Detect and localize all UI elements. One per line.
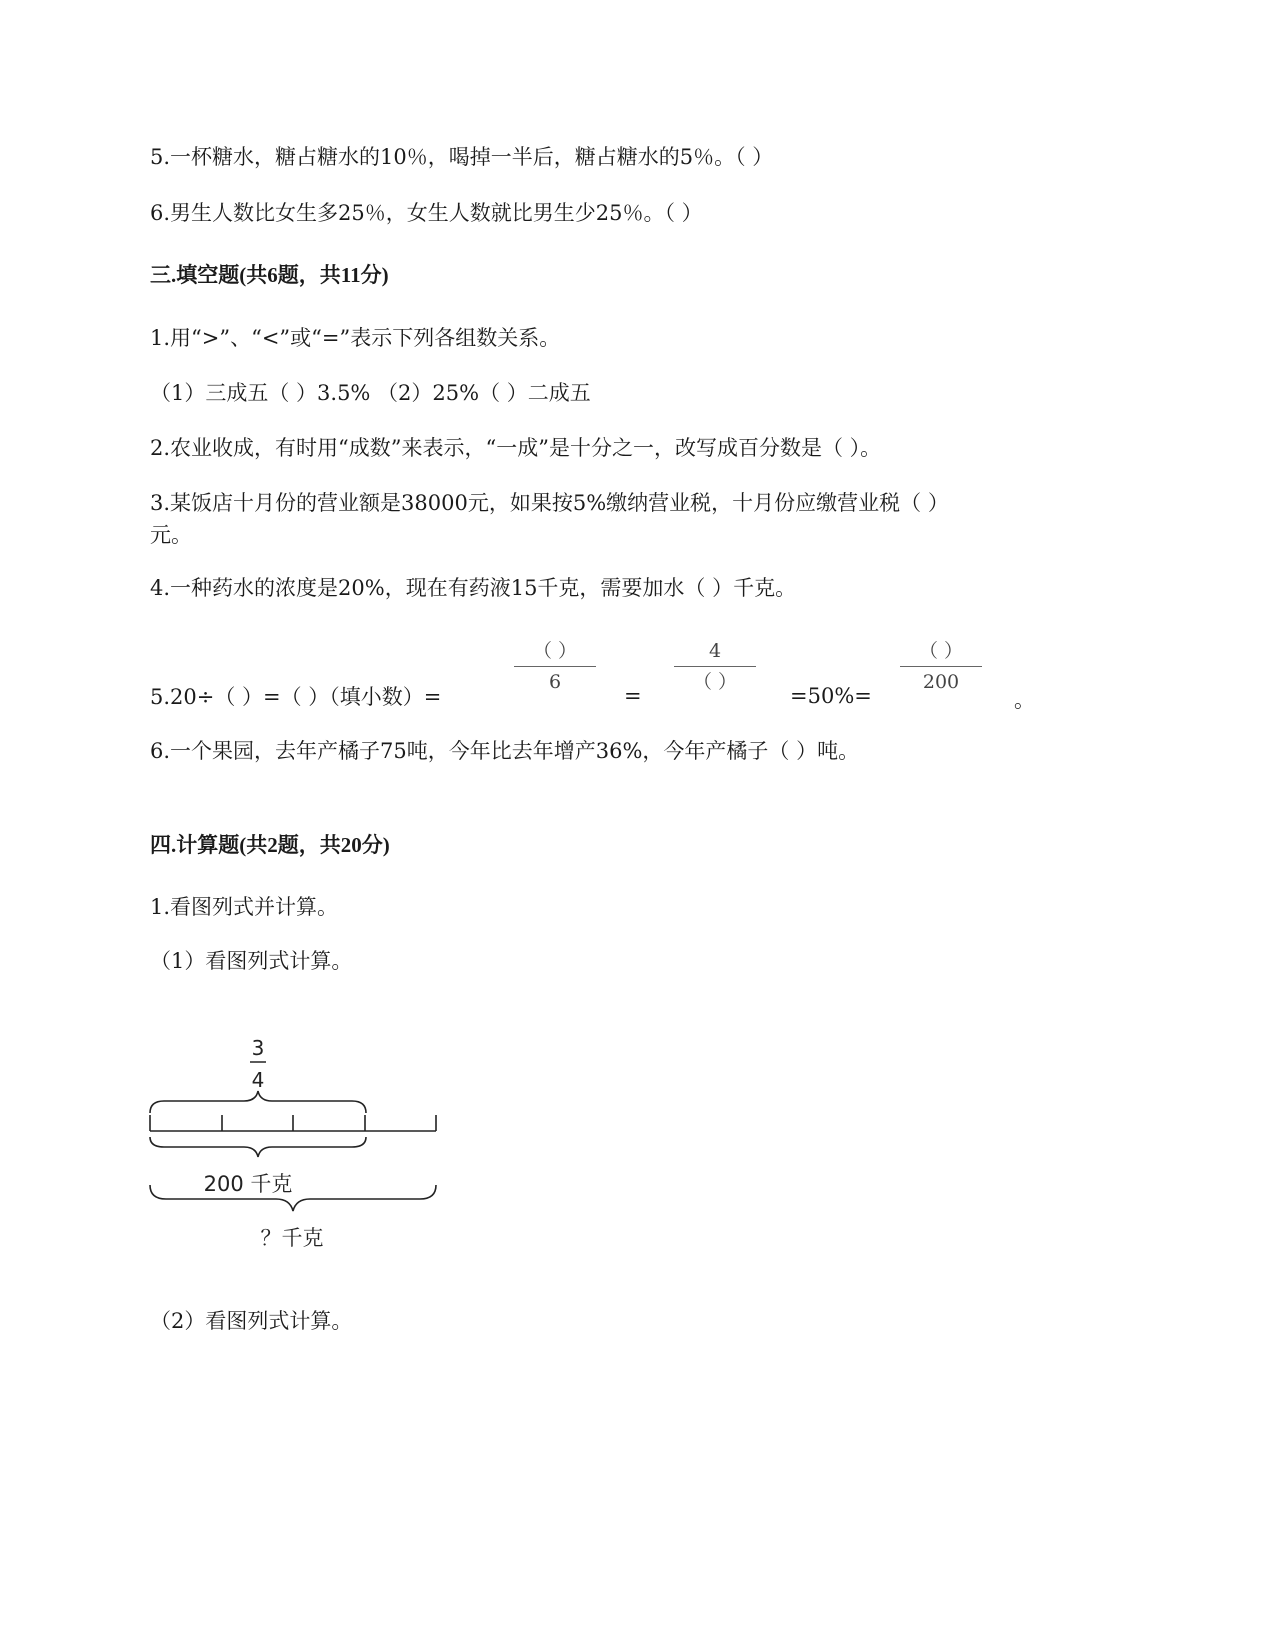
equals-sign: =: [624, 684, 642, 708]
fraction-blank-over-6: [510, 638, 600, 695]
section-heading-calc: 四.计算题(共2题，共20分): [150, 833, 390, 857]
fill-question-5-end: 。: [1014, 688, 1035, 712]
judge-question-5: 5.一杯糖水，糖占糖水的10％，喝掉一半后，糖占糖水的5％。（ ）: [150, 145, 774, 169]
fraction-bar: [674, 666, 756, 667]
judge-question-6: 6.男生人数比女生多25％，女生人数就比男生少25％。（ ）: [150, 201, 703, 225]
calc-sub-2: （2）看图列式计算。: [150, 1309, 353, 1333]
diagram-label-200kg: 200 千克: [203, 1172, 293, 1196]
diagram-label-unknown: ？千克: [260, 1226, 324, 1250]
fraction-numerator: 4: [708, 640, 722, 662]
fill-question-4: 4.一种药水的浓度是20%，现在有药液15千克，需要加水（ ）千克。: [150, 576, 797, 600]
brace-bottom-whole: [150, 1185, 436, 1211]
fill-question-5-prefix: 5.20÷（ ）=（ ）（填小数）=: [150, 685, 442, 709]
fill-question-1-sub: （1）三成五（ ）3.5% （2）25%（ ）二成五: [150, 381, 591, 405]
fill-question-2: 2.农业收成，有时用“成数”来表示，“一成”是十分之一，改写成百分数是（ ）。: [150, 436, 882, 460]
fraction-denominator: 6: [548, 671, 562, 693]
fraction-denominator: 200: [922, 671, 960, 693]
fill-question-1: 1.用“>”、“<”或“=”表示下列各组数关系。: [150, 326, 561, 350]
fill-question-3-line2: 元。: [150, 523, 192, 547]
brace-top: [150, 1091, 366, 1113]
diagram-fraction-numerator: 3: [251, 1036, 265, 1060]
calc-question-1: 1.看图列式并计算。: [150, 895, 339, 919]
fraction-bar: [900, 666, 982, 667]
fill-question-5-percent: =50%=: [790, 684, 872, 708]
diagram-fraction-denominator: 4: [251, 1068, 265, 1092]
fraction-numerator: （ ）: [918, 640, 964, 662]
fraction-denominator: （ ）: [692, 671, 738, 693]
fraction-4-over-blank: [670, 638, 760, 695]
fill-question-6: 6.一个果园，去年产橘子75吨，今年比去年增产36%，今年产橘子（ ）吨。: [150, 739, 860, 763]
brace-bottom-part: [150, 1137, 366, 1157]
fraction-numerator: （ ）: [532, 640, 578, 662]
segment-diagram: [140, 1025, 460, 1265]
section-heading-fill: 三.填空题(共6题，共11分): [150, 263, 389, 287]
fraction-blank-over-200: [896, 638, 986, 695]
calc-sub-1: （1）看图列式计算。: [150, 949, 353, 973]
fraction-bar: [514, 666, 596, 667]
fill-question-3-line1: 3.某饭店十月份的营业额是38000元，如果按5%缴纳营业税，十月份应缴营业税（ ）: [150, 491, 949, 515]
